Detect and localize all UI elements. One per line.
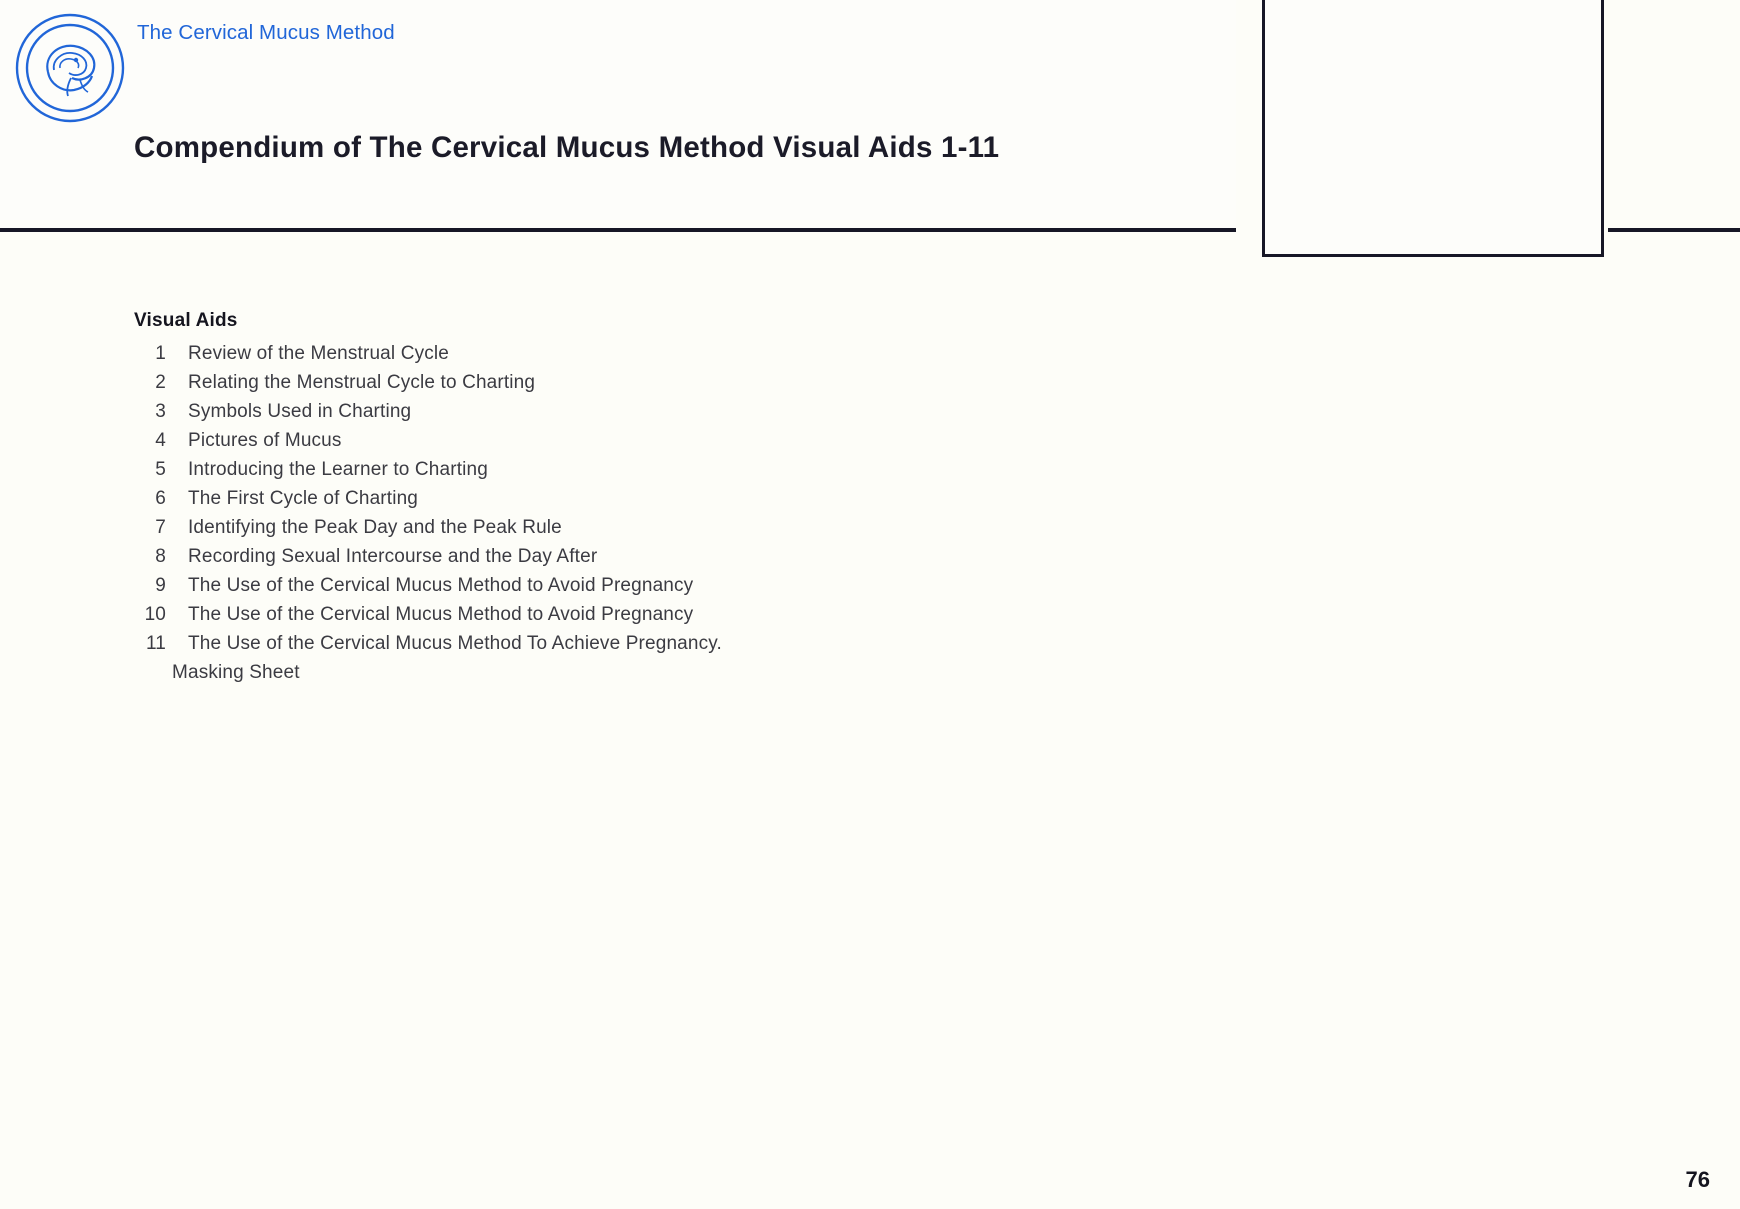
list-item-label: The Use of the Cervical Mucus Method To Achieve Pregnancy. xyxy=(188,633,722,654)
page-title: Compendium of The Cervical Mucus Method Visual Aids 1-11 xyxy=(134,131,1000,164)
list-item-label: Relating the Menstrual Cycle to Charting xyxy=(188,372,536,393)
header-kicker: The Cervical Mucus Method xyxy=(137,21,395,44)
list-item-number: 2 xyxy=(155,372,166,393)
list-item xyxy=(134,633,1034,662)
list-item-number: 6 xyxy=(155,488,166,509)
list-item-label: Symbols Used in Charting xyxy=(188,401,412,422)
page-number: 76 xyxy=(1685,1167,1710,1192)
list-item xyxy=(134,372,1034,401)
list-item-number: 3 xyxy=(155,401,166,422)
page-header xyxy=(0,0,1236,232)
list-item xyxy=(134,401,1034,430)
masking-sheet-line: Masking Sheet xyxy=(172,662,300,683)
list-item-number: 11 xyxy=(145,633,166,654)
list-item xyxy=(134,343,1034,372)
list-item-number: 9 xyxy=(155,575,166,596)
list-item xyxy=(134,459,1034,488)
list-item-number: 5 xyxy=(155,459,166,480)
header-notch-box xyxy=(1262,0,1604,257)
list-item-number: 4 xyxy=(155,430,166,451)
list-item xyxy=(134,546,1034,575)
visual-aids-list xyxy=(134,343,1034,662)
list-item-label: Introducing the Learner to Charting xyxy=(188,459,488,480)
section-title: Visual Aids xyxy=(134,310,238,331)
list-item-label: Recording Sexual Intercourse and the Day After xyxy=(188,546,598,567)
list-item-label: The First Cycle of Charting xyxy=(188,488,419,509)
list-item-number: 7 xyxy=(155,517,166,538)
list-item xyxy=(134,604,1034,633)
list-item-number: 10 xyxy=(144,604,166,625)
list-item-label: Identifying the Peak Day and the Peak Rule xyxy=(188,517,562,538)
header-rule-right xyxy=(1608,228,1740,232)
list-item-number: 8 xyxy=(155,546,166,567)
list-item-label: Review of the Menstrual Cycle xyxy=(188,343,449,364)
list-item xyxy=(134,575,1034,604)
cervical-mucus-method-logo-icon xyxy=(14,12,126,124)
list-item-label: The Use of the Cervical Mucus Method to Avoid Pregnancy xyxy=(188,575,694,596)
list-item xyxy=(134,517,1034,546)
list-item-label: Pictures of Mucus xyxy=(188,430,342,451)
list-item xyxy=(134,488,1034,517)
list-item xyxy=(134,430,1034,459)
list-item-label: The Use of the Cervical Mucus Method to Avoid Pregnancy xyxy=(188,604,694,625)
list-item-number: 1 xyxy=(155,343,166,364)
